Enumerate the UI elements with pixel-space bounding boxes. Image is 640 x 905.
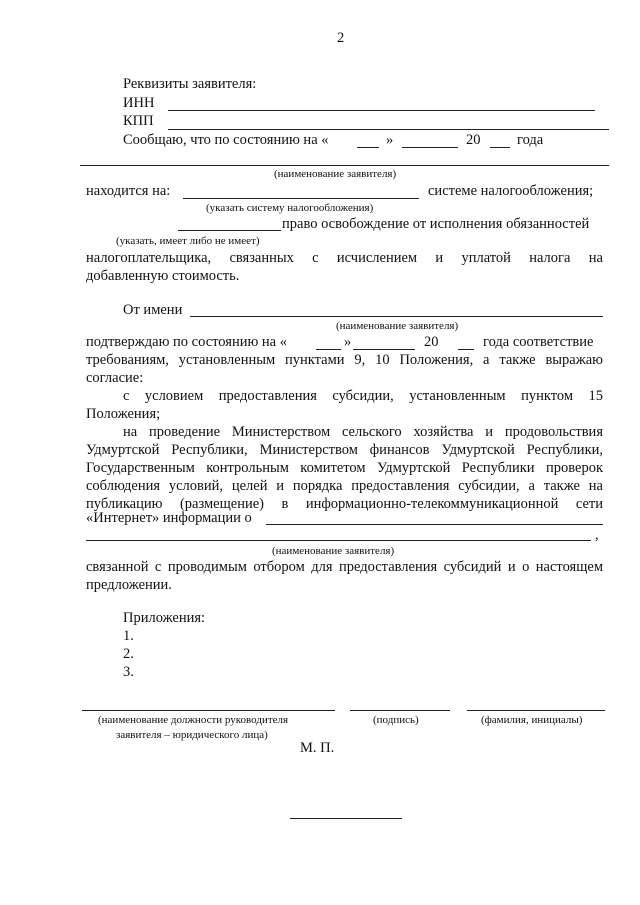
seal-label: М. П. bbox=[300, 740, 335, 756]
applicant-name-line[interactable] bbox=[80, 165, 609, 166]
check-line-3: Государственным контрольным комитетом Удмуртской Республики проверок bbox=[86, 460, 603, 476]
confirm-month-line[interactable] bbox=[353, 349, 415, 350]
name-initials-line[interactable] bbox=[467, 710, 605, 711]
has-right-hint: (указать, имеет либо не имеет) bbox=[116, 235, 260, 247]
confirm-quote-close: » bbox=[344, 334, 352, 350]
related-line-2: предложении. bbox=[86, 577, 172, 593]
condition-line: с условием предоставления субсидии, установленным пунктом 15 bbox=[123, 388, 603, 404]
tax-system-hint: (указать систему налогообложения) bbox=[206, 202, 374, 214]
right-text: право освобождение от исполнения обязанностей bbox=[282, 216, 590, 232]
page-number: 2 bbox=[337, 30, 345, 46]
on-behalf-hint: (наименование заявителя) bbox=[336, 320, 459, 332]
kpp-label: КПП bbox=[123, 113, 154, 129]
on-behalf-line[interactable] bbox=[190, 316, 603, 317]
confirm-year-prefix: 20 bbox=[424, 334, 439, 350]
position-hint-1: (наименование должности руководителя bbox=[98, 714, 289, 726]
statement-year-line[interactable] bbox=[490, 147, 510, 148]
internet-info-line[interactable] bbox=[266, 524, 603, 525]
inn-field-line[interactable] bbox=[168, 110, 595, 111]
check-line-5: публикацию (размещение) в информационно-телекоммуникационной сети bbox=[86, 496, 603, 512]
statement-prefix: Сообщаю, что по состоянию на « bbox=[123, 132, 329, 148]
kpp-field-line[interactable] bbox=[168, 129, 609, 130]
attachment-item-2: 2. bbox=[123, 646, 134, 662]
check-line-4: соблюдения условий, целей и порядка предоставления субсидии, а также на bbox=[86, 478, 603, 494]
applicant-name-hint: (наименование заявителя) bbox=[274, 168, 397, 180]
condition-line-2: Положения; bbox=[86, 406, 161, 422]
position-line[interactable] bbox=[82, 710, 335, 711]
related-line-1: связанной с проводимым отбором для предоставления субсидий и о настоящем bbox=[86, 559, 603, 575]
requisites-title: Реквизиты заявителя: bbox=[123, 76, 257, 92]
inn-label: ИНН bbox=[123, 95, 155, 111]
on-behalf-label: От имени bbox=[123, 302, 183, 318]
signature-line[interactable] bbox=[350, 710, 450, 711]
attachment-item-1: 1. bbox=[123, 628, 134, 644]
attachment-item-3: 3. bbox=[123, 664, 134, 680]
located-on-label: находится на: bbox=[86, 183, 171, 199]
taxpayer-line: налогоплательщика, связанных с исчислением и уплатой налога на bbox=[86, 250, 603, 266]
internet-comma: , bbox=[595, 527, 599, 543]
check-line-1: на проведение Министерством сельского хозяйства и продовольствия bbox=[123, 424, 603, 440]
statement-month-line[interactable] bbox=[402, 147, 458, 148]
tax-system-line[interactable] bbox=[183, 198, 419, 199]
attachments-title: Приложения: bbox=[123, 610, 206, 626]
name-initials-hint: (фамилия, инициалы) bbox=[481, 714, 583, 726]
tax-system-suffix: системе налогообложения; bbox=[428, 183, 594, 199]
internet-info-line-2[interactable] bbox=[86, 540, 591, 541]
internet-label: «Интернет» информации о bbox=[86, 510, 252, 526]
confirm-year-suffix: года соответствие bbox=[483, 334, 594, 350]
internet-applicant-hint: (наименование заявителя) bbox=[272, 545, 395, 557]
confirm-prefix: подтверждаю по состоянию на « bbox=[86, 334, 287, 350]
statement-year-suffix: года bbox=[517, 132, 544, 148]
signature-hint: (подпись) bbox=[373, 714, 419, 726]
position-hint-2: заявителя – юридического лица) bbox=[116, 729, 268, 741]
statement-day-line[interactable] bbox=[357, 147, 379, 148]
statement-quote-close: » bbox=[386, 132, 394, 148]
vat-line: добавленную стоимость. bbox=[86, 268, 240, 284]
consent-label: согласие: bbox=[86, 370, 144, 386]
statement-year-prefix: 20 bbox=[466, 132, 481, 148]
confirm-day-line[interactable] bbox=[316, 349, 341, 350]
closing-divider bbox=[290, 818, 402, 819]
confirm-year-line[interactable] bbox=[458, 349, 474, 350]
requirements-line: требованиям, установленным пунктами 9, 10 Положения, а также выражаю bbox=[86, 352, 603, 368]
has-right-line[interactable] bbox=[178, 230, 281, 231]
check-line-2: Удмуртской Республики, Министерством финансов Удмуртской Республики, bbox=[86, 442, 603, 458]
